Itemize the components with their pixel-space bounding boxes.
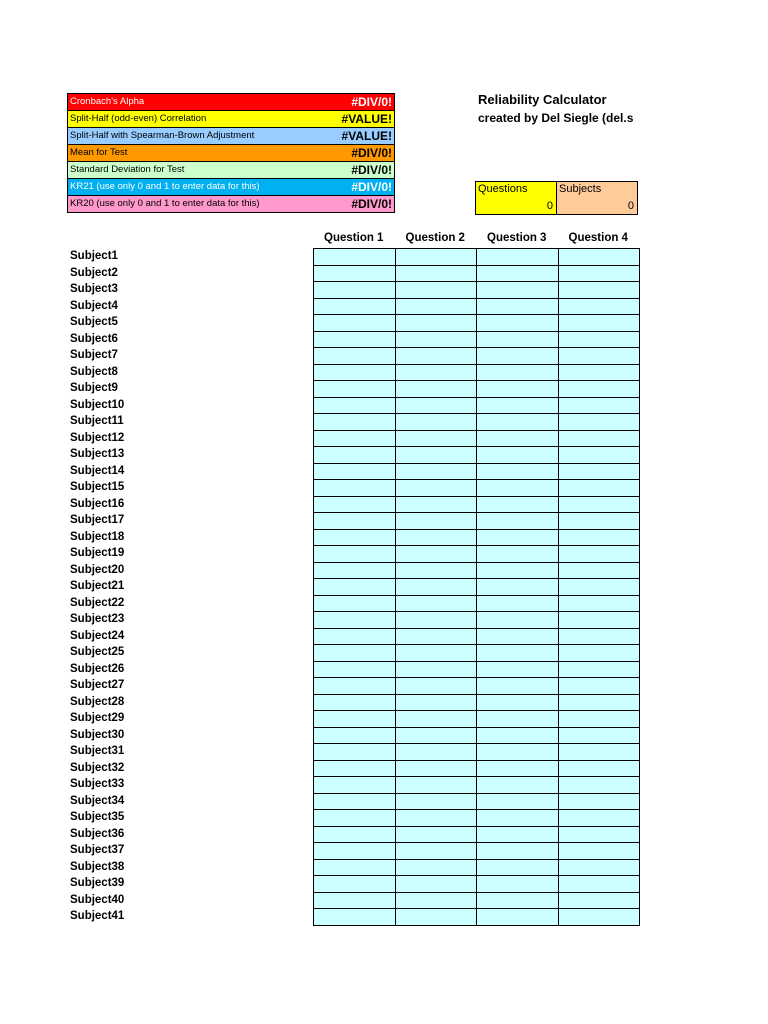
response-cell[interactable] xyxy=(314,266,396,283)
response-cell[interactable] xyxy=(477,497,559,514)
response-cell[interactable] xyxy=(314,282,396,299)
summary-label: Subjects xyxy=(559,183,602,195)
response-cell[interactable] xyxy=(314,447,396,464)
response-grid xyxy=(313,248,640,926)
response-cell[interactable] xyxy=(477,414,559,431)
stat-label: Cronbach's Alpha xyxy=(70,96,145,107)
response-cell[interactable] xyxy=(477,299,559,316)
response-cell[interactable] xyxy=(396,414,478,431)
response-cell[interactable] xyxy=(559,299,641,316)
response-cell[interactable] xyxy=(396,381,478,398)
subject-label: Subject13 xyxy=(70,448,125,460)
subject-label: Subject41 xyxy=(70,910,125,922)
stat-row[interactable] xyxy=(68,145,395,162)
response-cell[interactable] xyxy=(559,810,641,827)
subject-label: Subject16 xyxy=(70,497,125,510)
response-cell[interactable] xyxy=(396,909,478,926)
response-cell[interactable] xyxy=(396,596,478,613)
response-cell[interactable] xyxy=(396,266,478,283)
response-cell[interactable] xyxy=(559,876,641,893)
stat-value: #DIV/0! xyxy=(351,197,392,211)
response-cell[interactable] xyxy=(396,777,478,794)
subject-label: Subject17 xyxy=(70,514,125,526)
response-cell[interactable] xyxy=(559,282,641,299)
subject-label: Subject12 xyxy=(70,431,125,444)
response-cell[interactable] xyxy=(477,909,559,926)
subject-label: Subject26 xyxy=(70,662,125,675)
response-cell[interactable] xyxy=(396,744,478,761)
response-cell[interactable] xyxy=(314,728,396,745)
question-header: Question 2 xyxy=(405,232,465,244)
response-cell[interactable] xyxy=(314,579,396,596)
response-cell[interactable] xyxy=(314,827,396,844)
response-cell[interactable] xyxy=(314,299,396,316)
response-cell[interactable] xyxy=(396,827,478,844)
response-cell[interactable] xyxy=(477,860,559,877)
response-cell[interactable] xyxy=(559,579,641,596)
subject-label: Subject19 xyxy=(70,547,125,559)
response-cell[interactable] xyxy=(396,530,478,547)
subject-label: Subject3 xyxy=(70,283,118,295)
response-cell[interactable] xyxy=(396,546,478,563)
response-cell[interactable] xyxy=(314,711,396,728)
response-cell[interactable] xyxy=(477,546,559,563)
subject-label: Subject37 xyxy=(70,844,125,856)
subject-label: Subject15 xyxy=(70,481,125,493)
response-cell[interactable] xyxy=(559,563,641,580)
response-cell[interactable] xyxy=(396,398,478,415)
subject-label: Subject11 xyxy=(70,415,124,427)
response-cell[interactable] xyxy=(314,513,396,530)
response-cell[interactable] xyxy=(559,843,641,860)
response-cell[interactable] xyxy=(396,447,478,464)
response-cell[interactable] xyxy=(559,315,641,332)
subject-label: Subject28 xyxy=(70,695,125,708)
subject-label: Subject7 xyxy=(70,349,118,361)
stat-value: #DIV/0! xyxy=(351,163,392,177)
response-cell[interactable] xyxy=(314,860,396,877)
response-cell[interactable] xyxy=(477,249,559,266)
response-cell[interactable] xyxy=(396,431,478,448)
response-cell[interactable] xyxy=(559,266,641,283)
response-cell[interactable] xyxy=(314,876,396,893)
response-cell[interactable] xyxy=(477,398,559,415)
response-cell[interactable] xyxy=(559,860,641,877)
response-cell[interactable] xyxy=(477,480,559,497)
response-cell[interactable] xyxy=(477,447,559,464)
response-cell[interactable] xyxy=(477,266,559,283)
response-cell[interactable] xyxy=(314,761,396,778)
response-cell[interactable] xyxy=(396,480,478,497)
response-cell[interactable] xyxy=(477,563,559,580)
subject-label: Subject31 xyxy=(70,745,125,757)
response-cell[interactable] xyxy=(314,530,396,547)
response-cell[interactable] xyxy=(396,563,478,580)
response-cell[interactable] xyxy=(477,893,559,910)
response-cell[interactable] xyxy=(314,744,396,761)
subject-label: Subject5 xyxy=(70,316,118,328)
subject-label: Subject36 xyxy=(70,827,125,840)
response-cell[interactable] xyxy=(314,612,396,629)
response-cell[interactable] xyxy=(559,464,641,481)
subject-label: Subject34 xyxy=(70,794,125,807)
response-cell[interactable] xyxy=(314,563,396,580)
response-cell[interactable] xyxy=(314,662,396,679)
response-cell[interactable] xyxy=(314,497,396,514)
response-cell[interactable] xyxy=(396,794,478,811)
response-cell[interactable] xyxy=(559,546,641,563)
response-cell[interactable] xyxy=(477,744,559,761)
question-header: Question 4 xyxy=(568,232,628,244)
stat-row[interactable] xyxy=(68,94,395,111)
response-cell[interactable] xyxy=(396,299,478,316)
response-cell[interactable] xyxy=(314,909,396,926)
response-cell[interactable] xyxy=(559,909,641,926)
response-cell[interactable] xyxy=(314,546,396,563)
response-cell[interactable] xyxy=(314,464,396,481)
subject-label: Subject2 xyxy=(70,266,118,279)
response-cell[interactable] xyxy=(559,414,641,431)
response-cell[interactable] xyxy=(559,678,641,695)
response-cell[interactable] xyxy=(559,761,641,778)
response-cell[interactable] xyxy=(396,695,478,712)
response-cell[interactable] xyxy=(396,662,478,679)
stat-value: #VALUE! xyxy=(341,129,392,143)
response-cell[interactable] xyxy=(477,365,559,382)
subject-label-column xyxy=(70,248,124,925)
response-cell[interactable] xyxy=(314,365,396,382)
summary-counts xyxy=(475,181,638,215)
response-cell[interactable] xyxy=(559,744,641,761)
response-cell[interactable] xyxy=(396,876,478,893)
response-cell[interactable] xyxy=(396,843,478,860)
response-cell[interactable] xyxy=(477,843,559,860)
response-cell[interactable] xyxy=(396,365,478,382)
response-cell[interactable] xyxy=(559,447,641,464)
subject-label: Subject30 xyxy=(70,728,125,741)
response-cell[interactable] xyxy=(477,645,559,662)
response-cell[interactable] xyxy=(314,249,396,266)
response-cell[interactable] xyxy=(559,348,641,365)
subject-label: Subject33 xyxy=(70,778,125,790)
question-header-row xyxy=(313,230,639,246)
response-cell[interactable] xyxy=(559,480,641,497)
subject-label: Subject25 xyxy=(70,646,125,658)
response-cell[interactable] xyxy=(396,860,478,877)
stat-row[interactable] xyxy=(68,179,395,196)
response-cell[interactable] xyxy=(396,497,478,514)
stat-row[interactable] xyxy=(68,128,395,145)
response-cell[interactable] xyxy=(314,678,396,695)
response-cell[interactable] xyxy=(477,596,559,613)
response-cell[interactable] xyxy=(314,332,396,349)
summary-value: 0 xyxy=(627,200,634,212)
response-cell[interactable] xyxy=(396,893,478,910)
stat-row[interactable] xyxy=(68,111,395,128)
response-cell[interactable] xyxy=(559,431,641,448)
stat-label: Standard Deviation for Test xyxy=(70,164,185,175)
response-cell[interactable] xyxy=(477,315,559,332)
response-cell[interactable] xyxy=(559,662,641,679)
subject-label: Subject32 xyxy=(70,761,125,774)
subject-label: Subject14 xyxy=(70,464,125,477)
stat-label: KR20 (use only 0 and 1 to enter data for this) xyxy=(70,198,260,209)
response-cell[interactable] xyxy=(559,777,641,794)
stat-value: #VALUE! xyxy=(341,112,392,126)
response-cell[interactable] xyxy=(396,579,478,596)
response-cell[interactable] xyxy=(477,827,559,844)
response-cell[interactable] xyxy=(559,711,641,728)
response-cell[interactable] xyxy=(559,596,641,613)
response-cell[interactable] xyxy=(314,629,396,646)
response-cell[interactable] xyxy=(559,332,641,349)
response-cell[interactable] xyxy=(477,464,559,481)
response-cell[interactable] xyxy=(559,893,641,910)
subject-label: Subject4 xyxy=(70,299,118,312)
stat-label: KR21 (use only 0 and 1 to enter data for this) xyxy=(70,181,260,192)
response-cell[interactable] xyxy=(314,480,396,497)
response-cell[interactable] xyxy=(477,711,559,728)
page-title: Reliability Calculator xyxy=(478,92,607,107)
subject-label: Subject1 xyxy=(70,250,118,262)
response-cell[interactable] xyxy=(396,282,478,299)
stat-row[interactable] xyxy=(68,162,395,179)
response-cell[interactable] xyxy=(314,398,396,415)
response-cell[interactable] xyxy=(314,596,396,613)
response-cell[interactable] xyxy=(396,761,478,778)
response-cell[interactable] xyxy=(477,530,559,547)
response-cell[interactable] xyxy=(396,348,478,365)
stat-value: #DIV/0! xyxy=(351,146,392,160)
response-cell[interactable] xyxy=(559,728,641,745)
response-cell[interactable] xyxy=(396,728,478,745)
response-cell[interactable] xyxy=(477,794,559,811)
stat-value: #DIV/0! xyxy=(351,180,392,194)
response-cell[interactable] xyxy=(559,612,641,629)
response-cell[interactable] xyxy=(396,629,478,646)
response-cell[interactable] xyxy=(477,579,559,596)
response-cell[interactable] xyxy=(314,414,396,431)
subject-label: Subject24 xyxy=(70,629,125,642)
subject-label: Subject10 xyxy=(70,398,125,411)
response-cell[interactable] xyxy=(314,431,396,448)
subject-label: Subject21 xyxy=(70,580,125,592)
response-cell[interactable] xyxy=(559,497,641,514)
response-cell[interactable] xyxy=(477,612,559,629)
author-credit: created by Del Siegle (del.s xyxy=(478,111,634,125)
question-header: Question 3 xyxy=(487,232,547,244)
subject-label: Subject23 xyxy=(70,613,125,625)
response-cell[interactable] xyxy=(559,629,641,646)
response-cell[interactable] xyxy=(314,794,396,811)
response-cell[interactable] xyxy=(477,876,559,893)
response-cell[interactable] xyxy=(559,398,641,415)
subject-label: Subject18 xyxy=(70,530,125,543)
response-cell[interactable] xyxy=(477,513,559,530)
subject-label: Subject38 xyxy=(70,860,125,873)
subject-label: Subject6 xyxy=(70,332,118,345)
response-cell[interactable] xyxy=(559,365,641,382)
response-cell[interactable] xyxy=(314,695,396,712)
statistics-table xyxy=(67,93,395,213)
response-cell[interactable] xyxy=(477,728,559,745)
response-cell[interactable] xyxy=(477,348,559,365)
response-cell[interactable] xyxy=(477,332,559,349)
response-cell[interactable] xyxy=(477,381,559,398)
response-cell[interactable] xyxy=(477,761,559,778)
response-cell[interactable] xyxy=(477,777,559,794)
response-cell[interactable] xyxy=(559,381,641,398)
response-cell[interactable] xyxy=(477,282,559,299)
subject-label: Subject35 xyxy=(70,811,125,823)
response-cell[interactable] xyxy=(477,695,559,712)
response-cell[interactable] xyxy=(396,612,478,629)
response-cell[interactable] xyxy=(477,678,559,695)
response-cell[interactable] xyxy=(559,827,641,844)
response-cell[interactable] xyxy=(314,843,396,860)
response-cell[interactable] xyxy=(314,645,396,662)
response-cell[interactable] xyxy=(314,810,396,827)
stat-label: Split-Half (odd-even) Correlation xyxy=(70,113,207,124)
response-cell[interactable] xyxy=(314,315,396,332)
response-cell[interactable] xyxy=(396,249,478,266)
response-cell[interactable] xyxy=(559,695,641,712)
subject-label: Subject22 xyxy=(70,596,125,609)
response-cell[interactable] xyxy=(314,893,396,910)
stat-label: Mean for Test xyxy=(70,147,128,158)
stat-value: #DIV/0! xyxy=(351,95,392,109)
response-cell[interactable] xyxy=(396,315,478,332)
question-header: Question 1 xyxy=(324,232,384,244)
response-cell[interactable] xyxy=(314,381,396,398)
response-cell[interactable] xyxy=(396,678,478,695)
response-cell[interactable] xyxy=(477,662,559,679)
summary-cell-subjects[interactable] xyxy=(557,182,638,215)
subject-label: Subject40 xyxy=(70,893,125,906)
subject-label: Subject8 xyxy=(70,365,118,378)
response-cell[interactable] xyxy=(396,645,478,662)
summary-cell-questions[interactable] xyxy=(476,182,557,215)
subject-label: Subject9 xyxy=(70,382,118,394)
subject-label: Subject29 xyxy=(70,712,125,724)
summary-label: Questions xyxy=(478,183,528,195)
response-cell[interactable] xyxy=(477,629,559,646)
stat-label: Split-Half with Spearman-Brown Adjustment xyxy=(70,130,255,141)
response-cell[interactable] xyxy=(477,810,559,827)
response-cell[interactable] xyxy=(477,431,559,448)
response-cell[interactable] xyxy=(396,810,478,827)
response-cell[interactable] xyxy=(396,711,478,728)
response-cell[interactable] xyxy=(314,348,396,365)
response-cell[interactable] xyxy=(559,513,641,530)
response-cell[interactable] xyxy=(396,513,478,530)
response-cell[interactable] xyxy=(314,777,396,794)
response-cell[interactable] xyxy=(396,332,478,349)
stat-row[interactable] xyxy=(68,196,395,213)
subject-label: Subject20 xyxy=(70,563,125,576)
subject-label: Subject39 xyxy=(70,877,125,889)
response-cell[interactable] xyxy=(559,530,641,547)
response-cell[interactable] xyxy=(559,645,641,662)
response-cell[interactable] xyxy=(559,794,641,811)
subject-label: Subject27 xyxy=(70,679,125,691)
summary-value: 0 xyxy=(546,200,553,212)
response-cell[interactable] xyxy=(559,249,641,266)
response-cell[interactable] xyxy=(396,464,478,481)
